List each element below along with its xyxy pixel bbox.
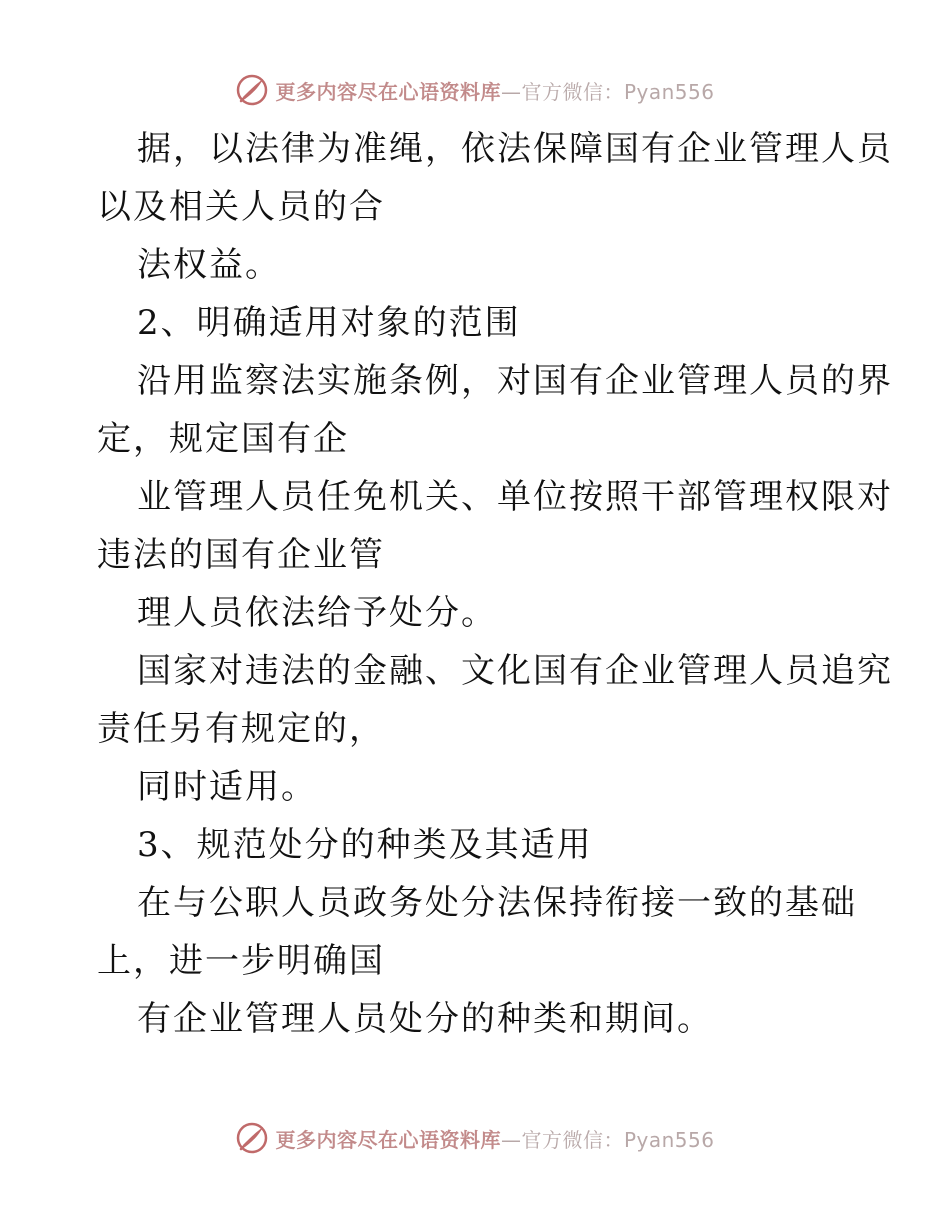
- text-line: 责任另有规定的，: [97, 709, 385, 749]
- watermark-contact: —官方微信：Pyan556: [500, 79, 715, 104]
- text-line: 业管理人员任免机关、单位按照干部管理权限对: [137, 477, 893, 517]
- text-line: 同时适用。: [137, 767, 317, 807]
- watermark-brand: 更多内容尽在心语资料库: [275, 79, 501, 104]
- text-line: 2、明确适用对象的范围: [137, 303, 521, 343]
- header-watermark: [0, 70, 950, 110]
- text-line: 法权益。: [137, 245, 281, 285]
- watermark-text: [275, 76, 714, 105]
- text-line: 定，规定国有企: [97, 419, 349, 459]
- quill-logo-icon: [235, 73, 269, 107]
- watermark-contact: —官方微信：Pyan556: [500, 1127, 715, 1152]
- quill-logo-icon: [235, 1121, 269, 1155]
- text-line: 有企业管理人员处分的种类和期间。: [137, 999, 713, 1039]
- text-line: 沿用监察法实施条例，对国有企业管理人员的界: [137, 361, 893, 401]
- watermark-brand: 更多内容尽在心语资料库: [275, 1127, 501, 1152]
- text-line: 在与公职人员政务处分法保持衔接一致的基础: [137, 883, 857, 923]
- document-body: [97, 120, 893, 1048]
- text-line: 上，进一步明确国: [97, 941, 385, 981]
- watermark-text: [275, 1124, 714, 1153]
- text-line: 违法的国有企业管: [97, 535, 385, 575]
- text-line: 3、规范处分的种类及其适用: [137, 825, 593, 865]
- footer-watermark: [0, 1118, 950, 1158]
- text-line: 以及相关人员的合: [97, 187, 385, 227]
- text-line: 据，以法律为准绳，依法保障国有企业管理人员: [137, 129, 893, 169]
- text-line: 国家对违法的金融、文化国有企业管理人员追究: [137, 651, 893, 691]
- text-line: 理人员依法给予处分。: [137, 593, 497, 633]
